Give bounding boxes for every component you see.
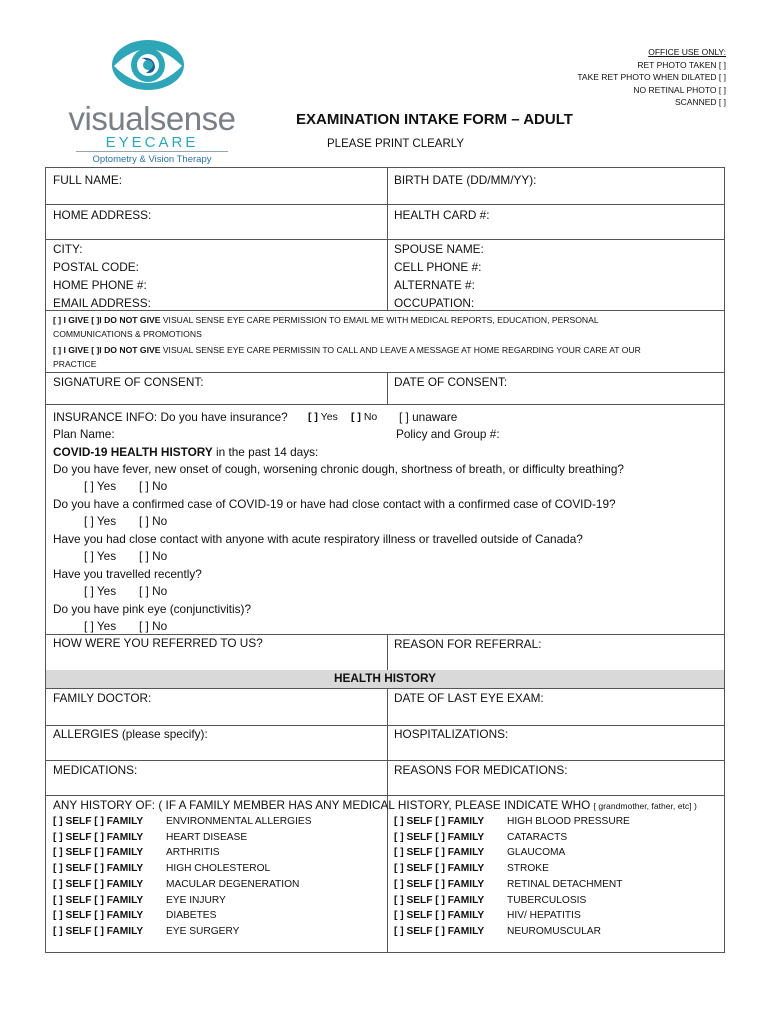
office-line: TAKE RET PHOTO WHEN DILATED [ ] (577, 72, 726, 83)
condition-label: EYE INJURY (166, 894, 226, 906)
city-label[interactable]: CITY: (53, 242, 83, 256)
full-name-label[interactable]: FULL NAME: (53, 173, 123, 187)
call-consent-text: VISUAL SENSE EYE CARE PERMISSIN TO CALL AND LEAVE A MESSAGE AT HOME REGARDING YOUR CARE AT OUR (160, 345, 641, 355)
form-title: EXAMINATION INTAKE FORM – ADULT (296, 111, 573, 128)
covid-yes-checkbox[interactable]: [ ] Yes (84, 549, 117, 563)
policy-group-label[interactable]: Policy and Group #: (396, 427, 500, 441)
office-line: NO RETINAL PHOTO [ ] (633, 84, 726, 95)
self-family-checkbox[interactable]: [ ] SELF [ ] FAMILY (53, 831, 144, 843)
condition-label: GLAUCOMA (507, 847, 566, 859)
condition-label: CATARACTS (507, 831, 568, 843)
covid-no-checkbox[interactable]: [ ] No (139, 584, 168, 598)
condition-label: TUBERCULOSIS (507, 894, 587, 906)
call-consent-checkboxes[interactable]: [ ] I GIVE [ ]I DO NOT GIVE (53, 345, 161, 355)
referral-reason-label[interactable]: REASON FOR REFERRAL: (394, 637, 542, 651)
intake-form (45, 167, 725, 953)
condition-label: ARTHRITIS (166, 847, 220, 859)
covid-yes-checkbox[interactable]: [ ] Yes (84, 584, 117, 598)
call-consent-line[interactable] (53, 345, 641, 355)
office-use-box (577, 46, 726, 109)
email-consent-text: VISUAL SENSE EYE CARE PERMISSION TO EMAIL ME WITH MEDICAL REPORTS, EDUCATION, PERSONAL (160, 315, 599, 325)
condition-label: HIGH BLOOD PRESSURE (507, 816, 630, 827)
alternate-phone-label[interactable]: ALTERNATE #: (394, 278, 475, 292)
form-subtitle: PLEASE PRINT CLEARLY (327, 138, 464, 150)
health-history-heading: HEALTH HISTORY (333, 671, 437, 685)
insurance-yes-checkbox[interactable]: [ ] Yes (308, 411, 338, 423)
logo-divider (76, 151, 228, 152)
condition-label: NEUROMUSCULAR (507, 925, 601, 937)
email-consent-checkboxes[interactable]: [ ] I GIVE [ ]I DO NOT GIVE (53, 315, 161, 325)
row-line (46, 372, 724, 373)
covid-question: Have you had close contact with anyone with acute respiratory illness or travelled outside of Canada? (53, 532, 583, 546)
condition-label: HIGH CHOLESTEROL (166, 863, 271, 875)
office-use-header: OFFICE USE ONLY: (648, 47, 726, 57)
self-family-checkbox[interactable]: [ ] SELF [ ] FAMILY (53, 847, 144, 859)
home-phone-label[interactable]: HOME PHONE #: (53, 278, 147, 292)
covid-yes-checkbox[interactable]: [ ] Yes (84, 514, 117, 528)
allergies-label[interactable]: ALLERGIES (please specify): (53, 727, 208, 741)
row-line (46, 310, 724, 311)
medications-label[interactable]: MEDICATIONS: (53, 763, 138, 777)
row-line (46, 725, 724, 726)
plan-name-label[interactable]: Plan Name: (53, 427, 115, 441)
covid-no-checkbox[interactable]: [ ] No (139, 619, 168, 633)
medication-reasons-label[interactable]: REASONS FOR MEDICATIONS: (394, 763, 568, 777)
condition-label: MACULAR DEGENERATION (166, 878, 300, 890)
row-line (46, 404, 724, 405)
logo-eyecare: EYECARE (105, 134, 199, 151)
row-line (46, 795, 724, 796)
covid-no-checkbox[interactable]: [ ] No (139, 549, 168, 563)
condition-label: STROKE (507, 863, 549, 875)
covid-question: Do you have a confirmed case of COVID-19 or have had close contact with a confirmed case of COVID-19? (53, 497, 616, 511)
condition-label: RETINAL DETACHMENT (507, 878, 623, 890)
self-family-checkbox[interactable]: [ ] SELF [ ] FAMILY (53, 925, 144, 937)
self-family-checkbox[interactable]: [ ] SELF [ ] FAMILY (394, 910, 485, 922)
condition-label: EYE SURGERY (166, 925, 240, 937)
self-family-checkbox[interactable]: [ ] SELF [ ] FAMILY (394, 847, 485, 859)
logo-tagline: Optometry & Vision Therapy (92, 154, 212, 165)
cell-phone-label[interactable]: CELL PHONE #: (394, 260, 482, 274)
self-family-checkbox[interactable]: [ ] SELF [ ] FAMILY (53, 878, 144, 890)
row-line (46, 634, 724, 635)
email-address-label[interactable]: EMAIL ADDRESS: (53, 296, 151, 310)
covid-question: Do you have pink eye (conjunctivitis)? (53, 602, 252, 616)
self-family-checkbox[interactable]: [ ] SELF [ ] FAMILY (394, 863, 485, 875)
office-line: RET PHOTO TAKEN [ ] (637, 59, 726, 70)
self-family-checkbox[interactable]: [ ] SELF [ ] FAMILY (394, 878, 485, 890)
condition-label: DIABETES (166, 910, 217, 922)
insurance-question: INSURANCE INFO: Do you have insurance? (53, 410, 288, 424)
column-divider (387, 688, 388, 953)
logo-wordmark: visualsense (68, 100, 236, 137)
self-family-checkbox[interactable]: [ ] SELF [ ] FAMILY (53, 863, 144, 875)
visual-sense-logo (62, 38, 242, 165)
postal-code-label[interactable]: POSTAL CODE: (53, 260, 139, 274)
consent-date-label[interactable]: DATE OF CONSENT: (394, 375, 508, 389)
self-family-checkbox[interactable]: [ ] SELF [ ] FAMILY (394, 831, 485, 843)
referred-how-label[interactable]: HOW WERE YOU REFERRED TO US? (53, 636, 263, 650)
covid-heading: COVID-19 HEALTH HISTORY in the past 14 days: (53, 445, 319, 459)
occupation-label[interactable]: OCCUPATION: (394, 296, 475, 310)
column-divider (387, 634, 388, 670)
covid-question: Have you travelled recently? (53, 567, 202, 581)
call-consent-text-cont: PRACTICE (53, 359, 97, 369)
covid-yes-checkbox[interactable]: [ ] Yes (84, 479, 117, 493)
row-line (46, 688, 724, 689)
covid-question: Do you have fever, new onset of cough, worsening chronic dough, shortness of breath, or difficulty breathing? (53, 462, 624, 476)
self-family-checkbox[interactable]: [ ] SELF [ ] FAMILY (394, 816, 485, 827)
self-family-checkbox[interactable]: [ ] SELF [ ] FAMILY (53, 910, 144, 922)
email-consent-line[interactable] (53, 315, 599, 325)
health-card-label[interactable]: HEALTH CARD #: (394, 208, 490, 222)
row-line (46, 204, 724, 205)
condition-label: HEART DISEASE (166, 831, 248, 843)
condition-label: HIV/ HEPATITIS (507, 910, 581, 922)
row-line (46, 760, 724, 761)
last-eye-exam-label[interactable]: DATE OF LAST EYE EXAM: (394, 691, 544, 705)
self-family-checkbox[interactable]: [ ] SELF [ ] FAMILY (394, 894, 485, 906)
insurance-unaware-checkbox[interactable]: [ ] unaware (399, 410, 458, 424)
family-doctor-label[interactable]: FAMILY DOCTOR: (53, 691, 152, 705)
self-family-checkbox[interactable]: [ ] SELF [ ] FAMILY (53, 816, 144, 827)
any-history-label: ANY HISTORY OF: ( IF A FAMILY MEMBER HAS ANY MEDICAL HISTORY, PLEASE INDICATE WHO [ grandmother, father, etc] ) (53, 798, 697, 812)
column-divider (387, 372, 388, 404)
spouse-name-label[interactable]: SPOUSE NAME: (394, 242, 484, 256)
birth-date-label[interactable]: BIRTH DATE (DD/MM/YY): (394, 173, 537, 187)
signature-label[interactable]: SIGNATURE OF CONSENT: (53, 375, 204, 389)
insurance-no-checkbox[interactable]: [ ] No (351, 411, 378, 423)
self-family-checkbox[interactable]: [ ] SELF [ ] FAMILY (53, 894, 144, 906)
covid-no-checkbox[interactable]: [ ] No (139, 514, 168, 528)
self-family-checkbox[interactable]: [ ] SELF [ ] FAMILY (394, 925, 485, 937)
hospitalizations-label[interactable]: HOSPITALIZATIONS: (394, 727, 509, 741)
covid-no-checkbox[interactable]: [ ] No (139, 479, 168, 493)
home-address-label[interactable]: HOME ADDRESS: (53, 208, 152, 222)
eye-logo-icon (62, 38, 242, 100)
email-consent-text-cont: COMMUNICATIONS & PROMOTIONS (53, 329, 202, 339)
row-line (46, 239, 724, 240)
condition-label: ENVIRONMENTAL ALLERGIES (166, 816, 312, 827)
office-line: SCANNED [ ] (674, 97, 726, 108)
covid-yes-checkbox[interactable]: [ ] Yes (84, 619, 117, 633)
